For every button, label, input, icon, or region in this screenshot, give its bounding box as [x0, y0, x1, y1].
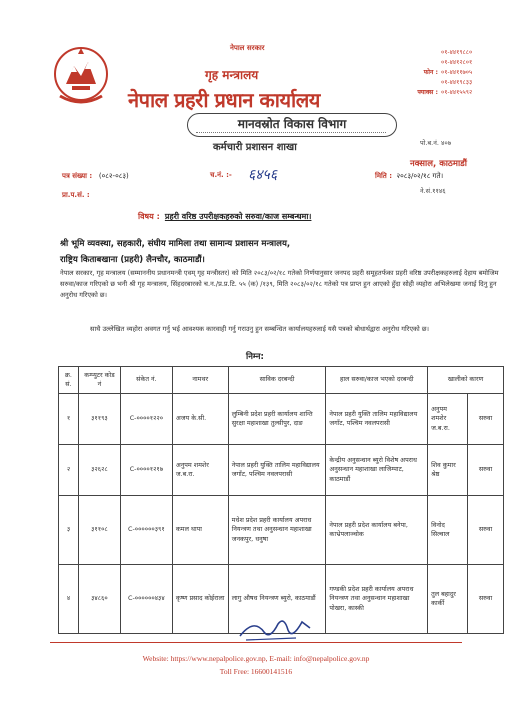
cell-signal: C-००००००३९१: [120, 496, 172, 565]
cell-sn: ३: [59, 496, 79, 565]
cell-code: ३४८६०: [78, 565, 120, 634]
office-title: नेपाल प्रहरी प्रधान कार्यालय: [128, 88, 320, 112]
cell-sn: ४: [59, 565, 79, 634]
column-header: खालीको कारण: [428, 367, 504, 394]
cell-old-post: लागु औषध नियन्त्रण ब्युरो, काठमाडौं: [228, 565, 326, 634]
date-value: २०८३/०२/१८ गते।: [396, 172, 444, 180]
cell-name: कृष्ण प्रसाद कोईराला: [172, 565, 228, 634]
subject-text: प्रहरी वरिष्ठ उपरीक्षकहरुको सरुवा/काज सम्बन्धमा।: [164, 212, 312, 221]
column-header: क्र. सं.: [59, 367, 79, 394]
fax-label: फ्याक्स :: [417, 89, 438, 96]
column-header: साविक दरबन्दी: [228, 367, 326, 394]
cell-signal: C-००००१२१७: [120, 445, 172, 496]
department-name: मानवस्रोत विकास विभाग: [237, 117, 347, 131]
pc-number-label: प्रा.प.सं. :: [62, 191, 90, 199]
signature-icon: [236, 614, 316, 644]
reference-number: [62, 172, 129, 181]
table-row: [59, 496, 504, 565]
nepal-emblem-icon: [52, 44, 110, 108]
cell-old-post: मधेश प्रदेश प्रहरी कार्यालय अपराध नियन्त्रण तथा अनुसन्धान महाशाखा जनकपुर, धनुषा: [228, 496, 326, 565]
phone-number: ०१-४४१२८०१: [441, 59, 473, 66]
cell-vacancy-reason: सरुवा: [468, 565, 504, 634]
cell-new-post: नेपाल प्रहरी प्रदेश कार्यालय बनेपा, काभ्रेपलाञ्चोक: [326, 496, 428, 565]
po-box: पो.ब.नं. ४०७: [420, 139, 452, 147]
dotted-divider: [196, 130, 386, 133]
phone-number: ०१-४४११७०५: [441, 69, 473, 76]
contact-block: [400, 48, 510, 98]
cell-sn: १: [59, 394, 79, 445]
date-label: मिति :: [375, 172, 393, 180]
table-row: [59, 445, 504, 496]
nepal-sambat-date: ने.सं.११४६: [420, 187, 446, 195]
column-header: हाल सरुवा/काज भएको दरबन्दी: [326, 367, 428, 394]
phone-number: ०१-४४१९८८०: [441, 49, 473, 56]
cell-new-post: नेपाल प्रहरी युक्ति तालिम महाविद्यालय जगाँट, पश्चिम नवलपरासी: [326, 394, 428, 445]
footer-toll-free: Toll Free: 16600141516: [219, 667, 293, 676]
letter-date: [375, 172, 443, 181]
table-row: [59, 394, 504, 445]
subject-line: [138, 211, 311, 222]
cell-vacancy-name: अनुपम शमशेर ज.ब.रा.: [428, 394, 468, 445]
body-paragraph-1: नेपाल सरकार, गृह मन्त्रालय (सम्माननीय प्रधानमन्त्री एवम् गृह मन्त्रीस्तर) को मिति २०८३/०२/१८ गतेको निर्णयानुसार जनपद प्रहरी समूहतर्फका प्रहरी वरिष्ठ उपरीक्षकहरुलाई देहाय बमोजिम सरुवा/काज गरिएको छ भनी श्री गृह मन्त्रालय, सिंहदरबारको च.न./प्र.प्र.टि. ५५ (क) /१३९, मिति २०८३/०२/१८ गतेको पत्र प्राप्त हुन आएको हुँदा सोही व्यहोरा अभिलेखमा जनाई दिनु हुन अनुरोध गरिएको छ।: [60, 269, 499, 299]
column-header: कम्प्युटर कोड नं: [78, 367, 120, 394]
cell-vacancy-name: शिव कुमार श्रेष्ठ: [428, 445, 468, 496]
cell-sn: २: [59, 445, 79, 496]
cell-name: अनुपम शमशेर ज.ब.रा.: [172, 445, 228, 496]
cell-vacancy-reason: सरुवा: [468, 496, 504, 565]
government-label: नेपाल सरकार: [230, 44, 265, 52]
cell-name: कमल थापा: [172, 496, 228, 565]
recipient-line-2: राष्ट्रिय किताबखाना (प्रहरी) लैनचौर, काठमाडौं।: [60, 255, 205, 265]
footer-divider: [50, 642, 462, 643]
cell-name: अजय के.सी.: [172, 394, 228, 445]
office-location: नक्साल, काठमाडौं: [410, 159, 467, 169]
cell-vacancy-name: विनोद सिल्वाल: [428, 496, 468, 565]
cell-signal: C-००००१२२०: [120, 394, 172, 445]
cell-new-post: केन्द्रीय अनुसन्धान ब्युरो विशेष अपराध अनुसन्धान महाशाखा लाजिम्पाट, काठमाडौं: [326, 445, 428, 496]
cell-signal: C-००००००४३४: [120, 565, 172, 634]
cell-code: ३२६२८: [78, 445, 120, 496]
cell-code: ३११९३: [78, 394, 120, 445]
phone-label: फोन :: [423, 69, 438, 76]
subject-label: विषय :: [138, 212, 160, 221]
list-heading: निम्न:: [246, 352, 264, 362]
transfer-table: [58, 366, 504, 634]
phone-number: ०१-४४१९८३३: [441, 79, 473, 86]
column-header: नामथर: [172, 367, 228, 394]
cell-vacancy-reason: सरुवा: [468, 445, 504, 496]
cell-code: ३११०८: [78, 496, 120, 565]
reference-label: पत्र संख्या :: [62, 172, 93, 180]
ministry-name: गृह मन्त्रालय: [205, 68, 259, 82]
table-header-row: [59, 367, 504, 394]
section-name: कर्मचारी प्रशासन शाखा: [213, 142, 297, 153]
fax-number: ०१-४४१५५९२: [441, 89, 473, 96]
cell-old-post: नेपाल प्रहरी युक्ति तालिम महाविद्यालय जगाँट, पश्चिम नवलपरासी: [228, 445, 326, 496]
cell-vacancy-name: तुल बहादुर कार्की: [428, 565, 468, 634]
dispatch-number: ६४५६: [248, 167, 278, 183]
reference-value: (०८२-०८३): [98, 172, 129, 180]
footer-contact: Website: https://www.nepalpolice.gov.np, E-mail: info@nepalpolice.gov.np: [142, 654, 370, 663]
body-paragraph-2: साथै उल्लेखित व्यहोरा अवगत गर्नु भई आवश्यक कारवाही गर्नु गराउनु हुन सम्बन्धित कार्यालयहरुलाई यसै पत्रको बोधार्थद्वारा अनुरोध गरिएको छ।: [90, 325, 429, 333]
cell-vacancy-reason: सरुवा: [468, 394, 504, 445]
recipient-line-1: श्री भूमि व्यवस्था, सहकारी, संघीय मामिला तथा सामान्य प्रशासन मन्त्रालय,: [60, 239, 291, 249]
cell-new-post: गण्डकी प्रदेश प्रहरी कार्यालय अपराध नियन्त्रण तथा अनुसन्धान महाशाखा पोखरा, कास्की: [326, 565, 428, 634]
column-header: संकेत नं.: [120, 367, 172, 394]
dispatch-label: च.नं. :-: [210, 171, 232, 179]
cell-old-post: लुम्बिनी प्रदेश प्रहरी कार्यालय शान्ति सुरक्षा महाशाखा तुल्सीपुर, दाङ: [228, 394, 326, 445]
